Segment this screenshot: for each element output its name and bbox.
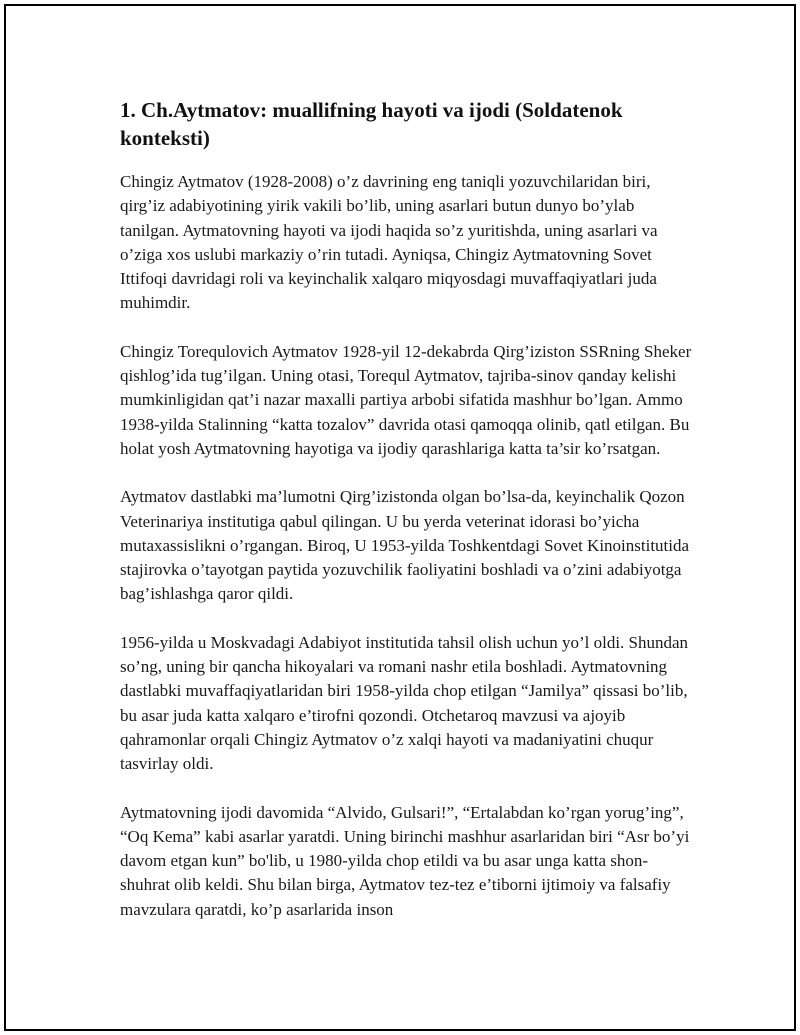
paragraph-5: Aytmatovning ijodi davomida “Alvido, Gulsari!”, “Ertalabdan ko’rgan yorug’ing”, “Oq Kema” kabi asarlar yaratdi. Uning birinchi mashhur asarlaridan biri “Asr bo’yi davom etgan kun” bo'lib, u 1980-yilda chop etildi va bu asar unga katta shon-shuhrat olib keldi. Shu bilan birga, Aytmatov tez-tez e’tiborni ijtimoiy va falsafiy mavzulara qaratdi, ko’p asarlarida inson [120,802,690,919]
page-frame [4,4,796,1031]
paragraph-2: Chingiz Torequlovich Aytmatov 1928-yil 12-dekabrda Qirg’iziston SSRning Sheker qishlog’ida tug’ilgan. Uning otasi, Torequl Aytmatov, tajriba-sinov qanday kelishi mumkinligidan qat’i nazar maxalli partiya arbobi sifatida mashhur bo’lgan. Ammo 1938-yilda Stalinning “katta tozalov” davrida otasi qamoqqa olinib, qatl etilgan. Bu holat yosh Aytmatovning hayotiga va ijodiy qarashlariga katta ta’sir ko’rsatgan. [120,341,692,458]
paragraph-4: 1956-yilda u Moskvadagi Adabiyot institutida tahsil olish uchun yo’l oldi. Shundan so’ng, uning bir qancha hikoyalari va romani nashr etila boshladi. Aytmatovning dastlabki muvaffaqiyatlaridan biri 1958-yilda chop etilgan “Jamilya” qissasi bo’lib, bu asar juda katta xalqaro e’tirofni qozondi. Otchetaroq mavzusi va ajoyib qahramonlar orqali Chingiz Aytmatov o’z xalqi hayoti va madaniyatini chuqur tasvirlay oldi. [120,632,689,774]
paragraph-3: Aytmatov dastlabki ma’lumotni Qirg’izistonda olgan bo’lsa-da, keyinchalik Qozon Veterinariya institutiga qabul qilingan. U bu yerda veterinat idorasi bo’yicha mutaxassislikni o’rgangan. Biroq, U 1953-yilda Toshkentdagi Sovet Kinoinstitutida stajirovka o’tayotgan paytida yozuvchilik faoliyatini boshladi va o’zini adabiyotga bag’ishlashga qaror qildi. [120,487,690,604]
section-title: 1. Ch.Aytmatov: muallifning hayoti va ijodi (Soldatenok konteksti) [120,98,623,150]
document-body [120,96,692,946]
paragraph-1: Chingiz Aytmatov (1928-2008) o’z davrining eng taniqli yozuvchilaridan biri, qirg’iz adabiyotining yirik vakili bo’lib, uning asarlari butun dunyo bo’ylab tanilgan. Aytmatovning hayoti va ijodi haqida so’z yuritishda, uning asarlari va o’ziga xos uslubi markaziy o’rin tutadi. Ayniqsa, Chingiz Aytmatovning Sovet Ittifoqi davridagi roli va keyinchalik xalqaro miqyosdagi muvaffaqiyatlari juda muhimdir. [120,172,658,313]
